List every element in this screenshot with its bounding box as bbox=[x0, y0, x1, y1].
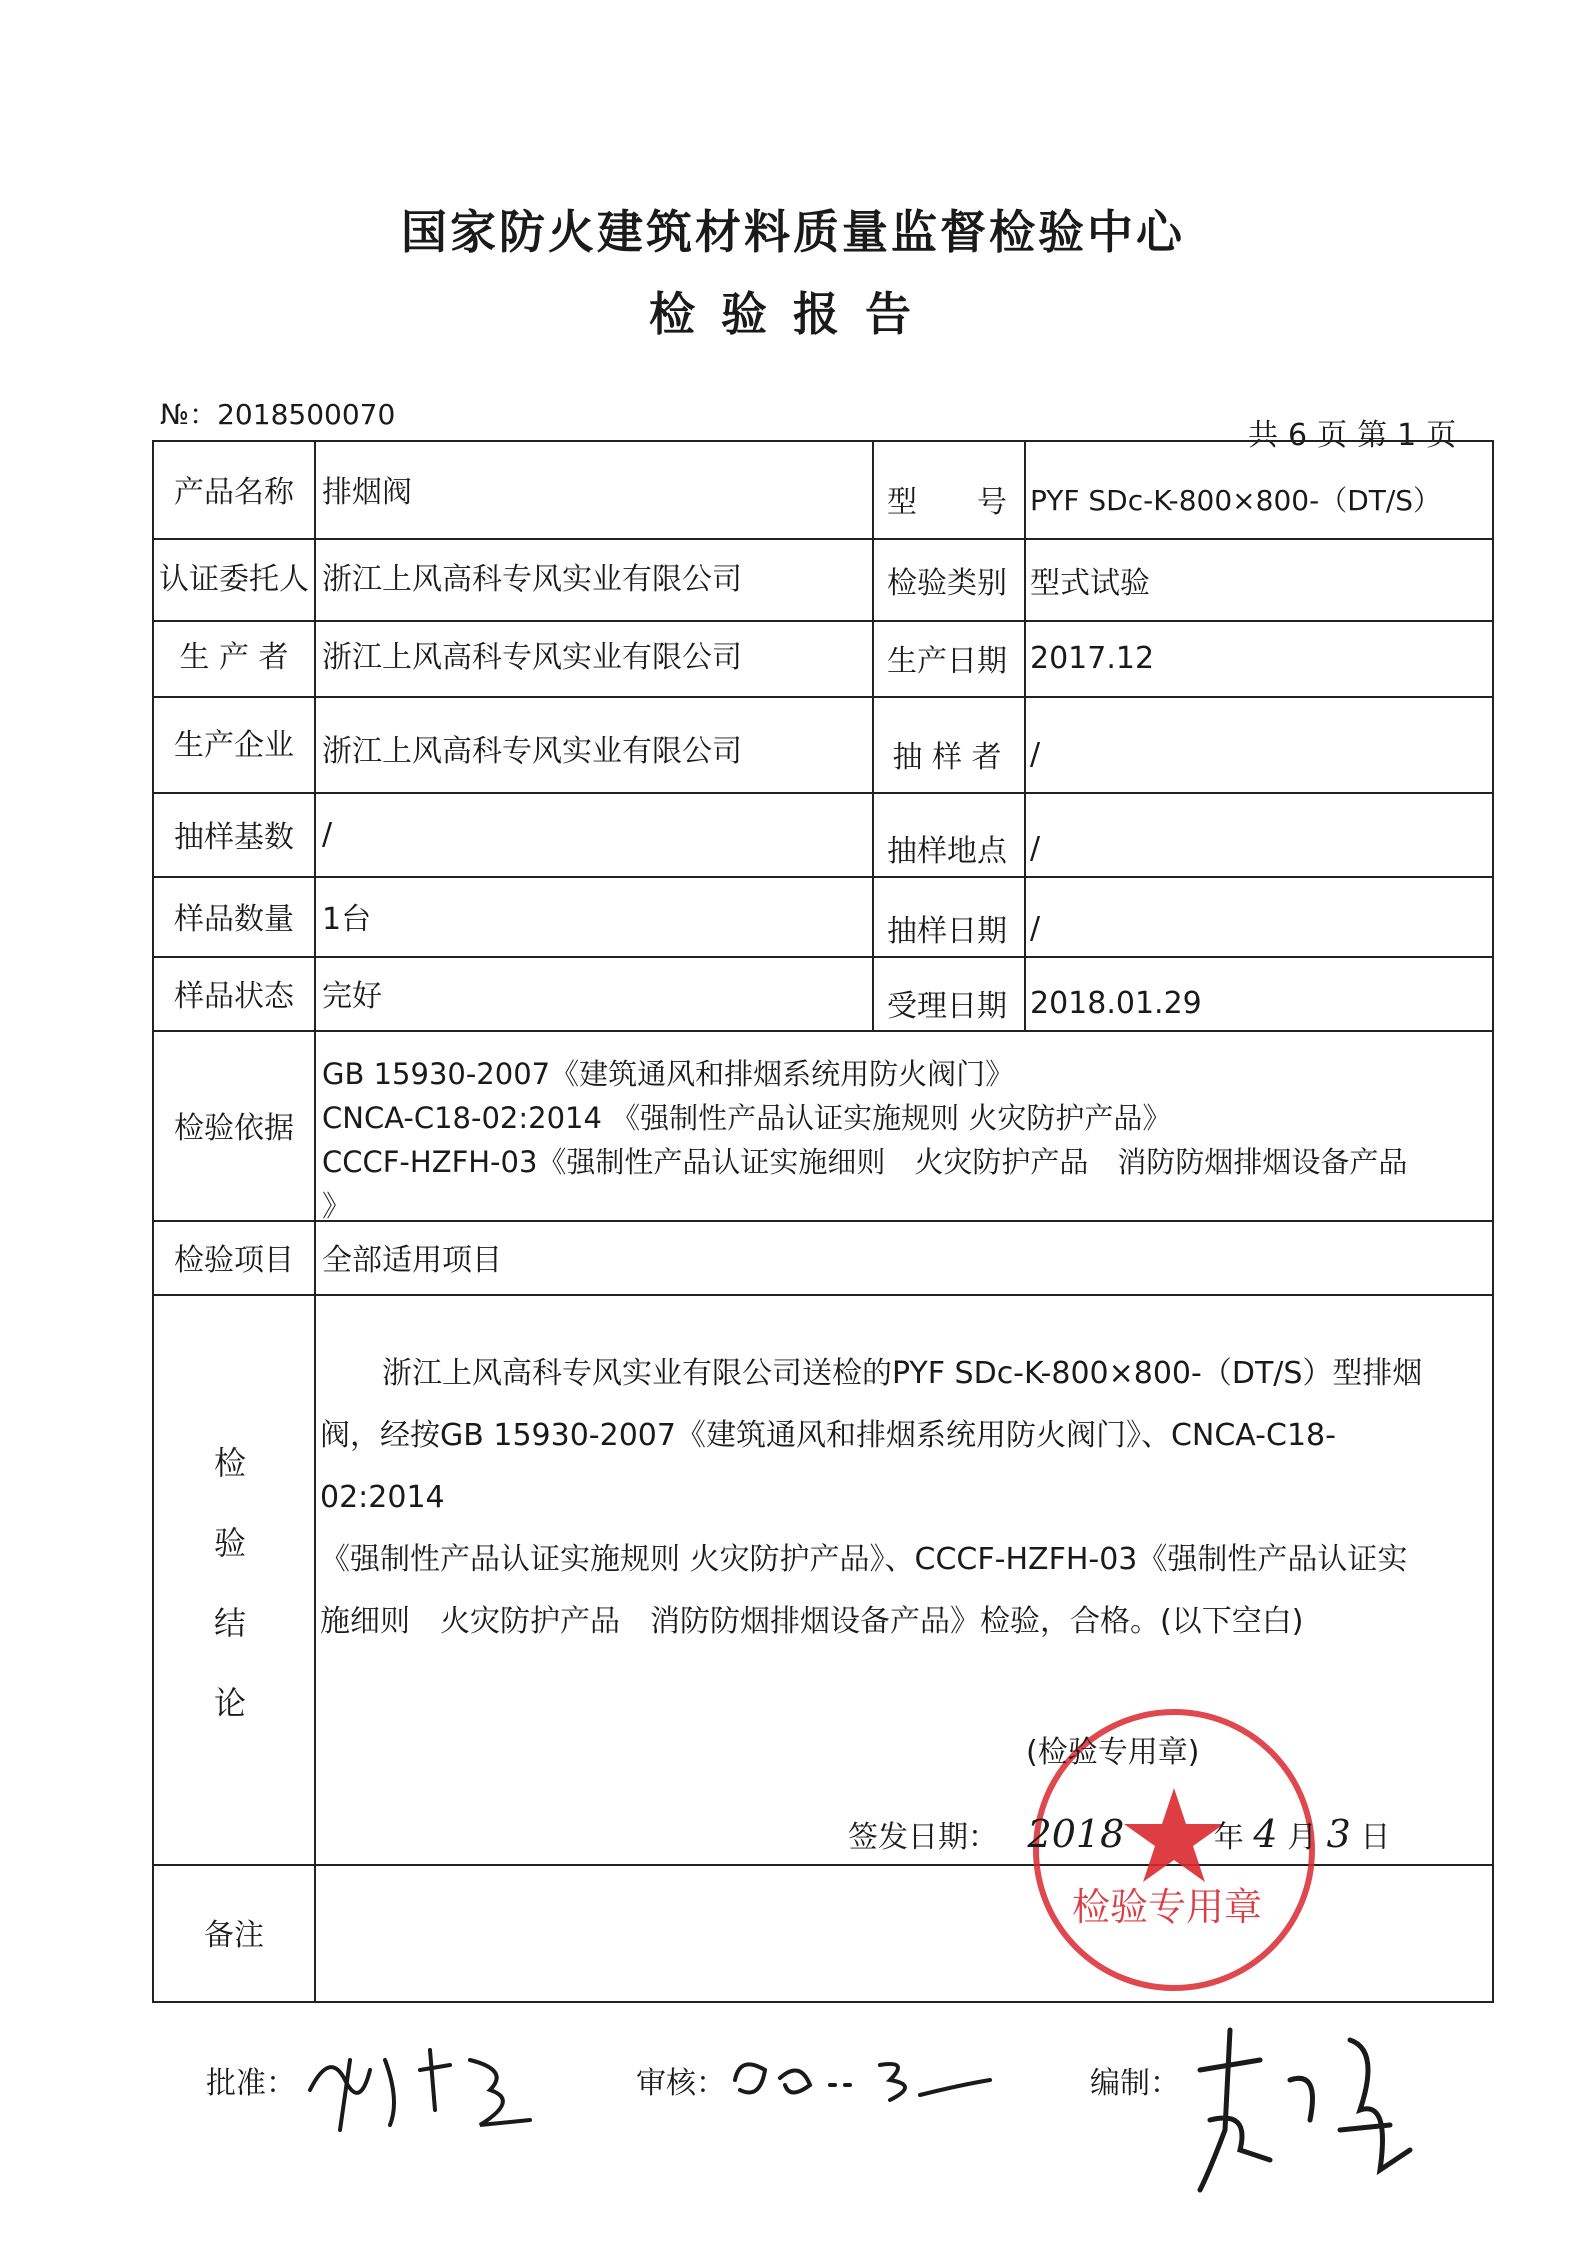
value-producer: 浙江上风高科专风实业有限公司 bbox=[322, 640, 742, 675]
label-accept-date: 受理日期 bbox=[887, 989, 1007, 1024]
center-title: 国家防火建筑材料质量监督检验中心 bbox=[401, 205, 1185, 259]
label-test-type: 检验类别 bbox=[887, 566, 1007, 601]
label-sample-place: 抽样地点 bbox=[887, 834, 1007, 869]
seal-text: 检验专用章 bbox=[1072, 1885, 1263, 1929]
label-sample-state: 样品状态 bbox=[174, 979, 294, 1014]
value-product-name: 排烟阀 bbox=[322, 475, 412, 510]
label-basis: 检验依据 bbox=[174, 1111, 294, 1146]
label-sample-qty: 样品数量 bbox=[174, 902, 294, 937]
compile-signature bbox=[1180, 2010, 1420, 2210]
page-count: 共 6 页 第 1 页 bbox=[1248, 418, 1457, 453]
label-product-name: 产品名称 bbox=[174, 475, 294, 510]
issue-date: 签发日期： 2018 年 4 月 3 日 bbox=[848, 1812, 1391, 1856]
report-title: 检验报告 bbox=[649, 287, 937, 341]
approve-signature bbox=[290, 2030, 550, 2140]
value-accept-date: 2018.01.29 bbox=[1030, 985, 1202, 1021]
value-sample-base: / bbox=[322, 816, 333, 852]
label-items: 检验项目 bbox=[174, 1243, 294, 1278]
review-signature bbox=[720, 2040, 1000, 2120]
value-test-type: 型式试验 bbox=[1030, 566, 1150, 601]
value-sample-state: 完好 bbox=[322, 979, 382, 1014]
label-manufacturer: 生产企业 bbox=[174, 728, 294, 763]
compile-label: 编制： bbox=[1090, 2066, 1180, 2101]
value-manufacturer: 浙江上风高科专风实业有限公司 bbox=[322, 734, 742, 769]
label-sample-date: 抽样日期 bbox=[887, 914, 1007, 949]
value-model: PYF SDc-K-800×800-（DT/S） bbox=[1030, 484, 1442, 517]
label-sampler: 抽 样 者 bbox=[892, 740, 1002, 775]
label-producer: 生 产 者 bbox=[179, 640, 289, 675]
value-sample-date: / bbox=[1030, 910, 1041, 946]
value-sampler: / bbox=[1030, 736, 1041, 772]
label-prod-date: 生产日期 bbox=[887, 644, 1007, 679]
conclusion-text: 浙江上风高科专风实业有限公司送检的PYF SDc-K-800×800-（DT/S）型排烟 阀，经按GB 15930-2007《建筑通风和排烟系统用防火阀门》、CNCA-C18-02:2014 《强制性产品认证实施规则 火灾防护产品》、CCCF-HZFH-03《强制性产品认证实 施细则 火灾防护产品 消防防烟排烟设备产品》检验，合格。(以下空白) bbox=[320, 1356, 1423, 1639]
approve-label: 批准： bbox=[206, 2066, 296, 2101]
value-client: 浙江上风高科专风实业有限公司 bbox=[322, 562, 742, 597]
review-label: 审核： bbox=[636, 2066, 726, 2101]
label-client: 认证委托人 bbox=[159, 562, 309, 597]
label-remarks: 备注 bbox=[204, 1918, 264, 1953]
basis-text: GB 15930-2007《建筑通风和排烟系统用防火阀门》 CNCA-C18-02:2014 《强制性产品认证实施规则 火灾防护产品》 CCCF-HZFH-03《强制性产品认证实施细则 火灾防护产品 消防防烟排烟设备产品 》 bbox=[322, 1057, 1408, 1223]
label-model: 型 号 bbox=[887, 485, 1007, 520]
label-sample-base: 抽样基数 bbox=[174, 820, 294, 855]
label-conclusion: 检 验 结 论 bbox=[213, 1444, 246, 1722]
value-prod-date: 2017.12 bbox=[1030, 640, 1155, 676]
value-sample-qty: 1台 bbox=[322, 902, 372, 937]
report-number: №：2018500070 bbox=[160, 398, 396, 431]
value-items: 全部适用项目 bbox=[322, 1243, 502, 1278]
stamp-label: (检验专用章) bbox=[1026, 1735, 1200, 1770]
value-sample-place: / bbox=[1030, 830, 1041, 866]
